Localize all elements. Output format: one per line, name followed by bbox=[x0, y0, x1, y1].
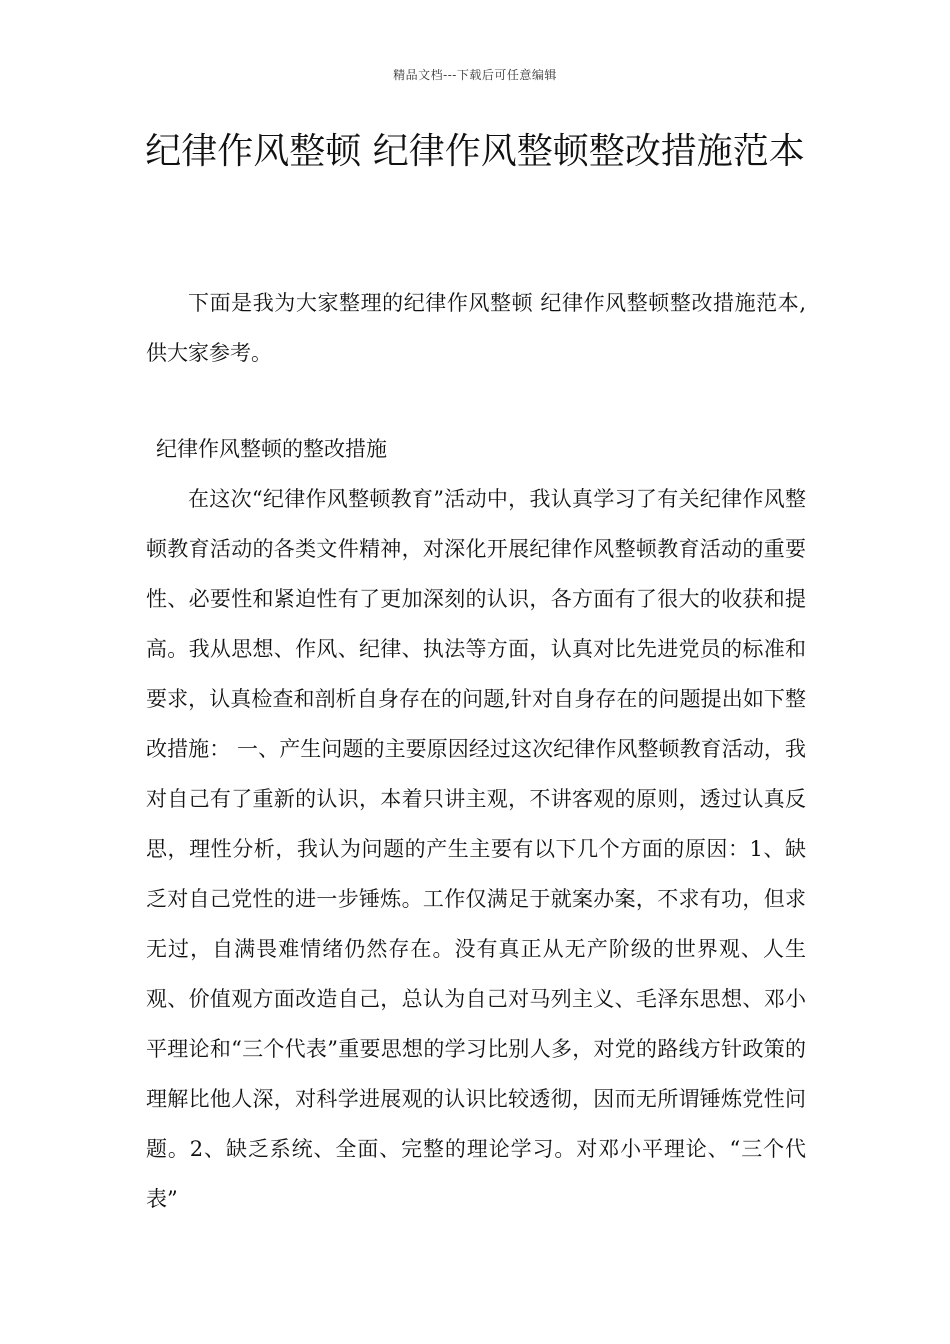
intro-paragraph: 下面是我为大家整理的纪律作风整顿 纪律作风整顿整改措施范本,供大家参考。 bbox=[146, 291, 806, 365]
body-paragraph: 在这次“纪律作风整顿教育”活动中，我认真学习了有关纪律作风整顿教育活动的各类文件精神，对深化开展纪律作风整顿教育活动的重要性、必要性和紧迫性有了更加深刻的认识，各方面有了很大的收获和提高。我从思想、作风、纪律、执法等方面，认真对比先进党员的标准和要求，认真检查和剖析自身存在的问题,针对自身存在的问题提出如下整改措施： 一、产生问题的主要原因经过这次纪律作风整顿教育活动，我对自己有了重新的认识，本着只讲主观，不讲客观的原则，透过认真反思，理性分析，我认为问题的产生主要有以下几个方面的原因：1、缺乏对自己党性的进一步锤炼。工作仅满足于就案办案，不求有功，但求无过，自满畏难情绪仍然存在。没有真正从无产阶级的世界观、人生观、价值观方面改造自己，总认为自己对马列主义、毛泽东思想、邓小平理论和“三个代表”重要思想的学习比别人多，对党的路线方针政策的理解比他人深，对科学进展观的认识比较透彻，因而无所谓锤炼党性问题。2、缺乏系统、全面、完整的理论学习。对邓小平理论、“三个代表” bbox=[146, 487, 806, 1211]
header-note: 精品文档---下载后可任意编辑 bbox=[393, 68, 557, 82]
section-heading: 纪律作风整顿的整改措施 bbox=[156, 437, 387, 461]
document-title: 纪律作风整顿 纪律作风整顿整改措施范本 bbox=[145, 131, 805, 172]
